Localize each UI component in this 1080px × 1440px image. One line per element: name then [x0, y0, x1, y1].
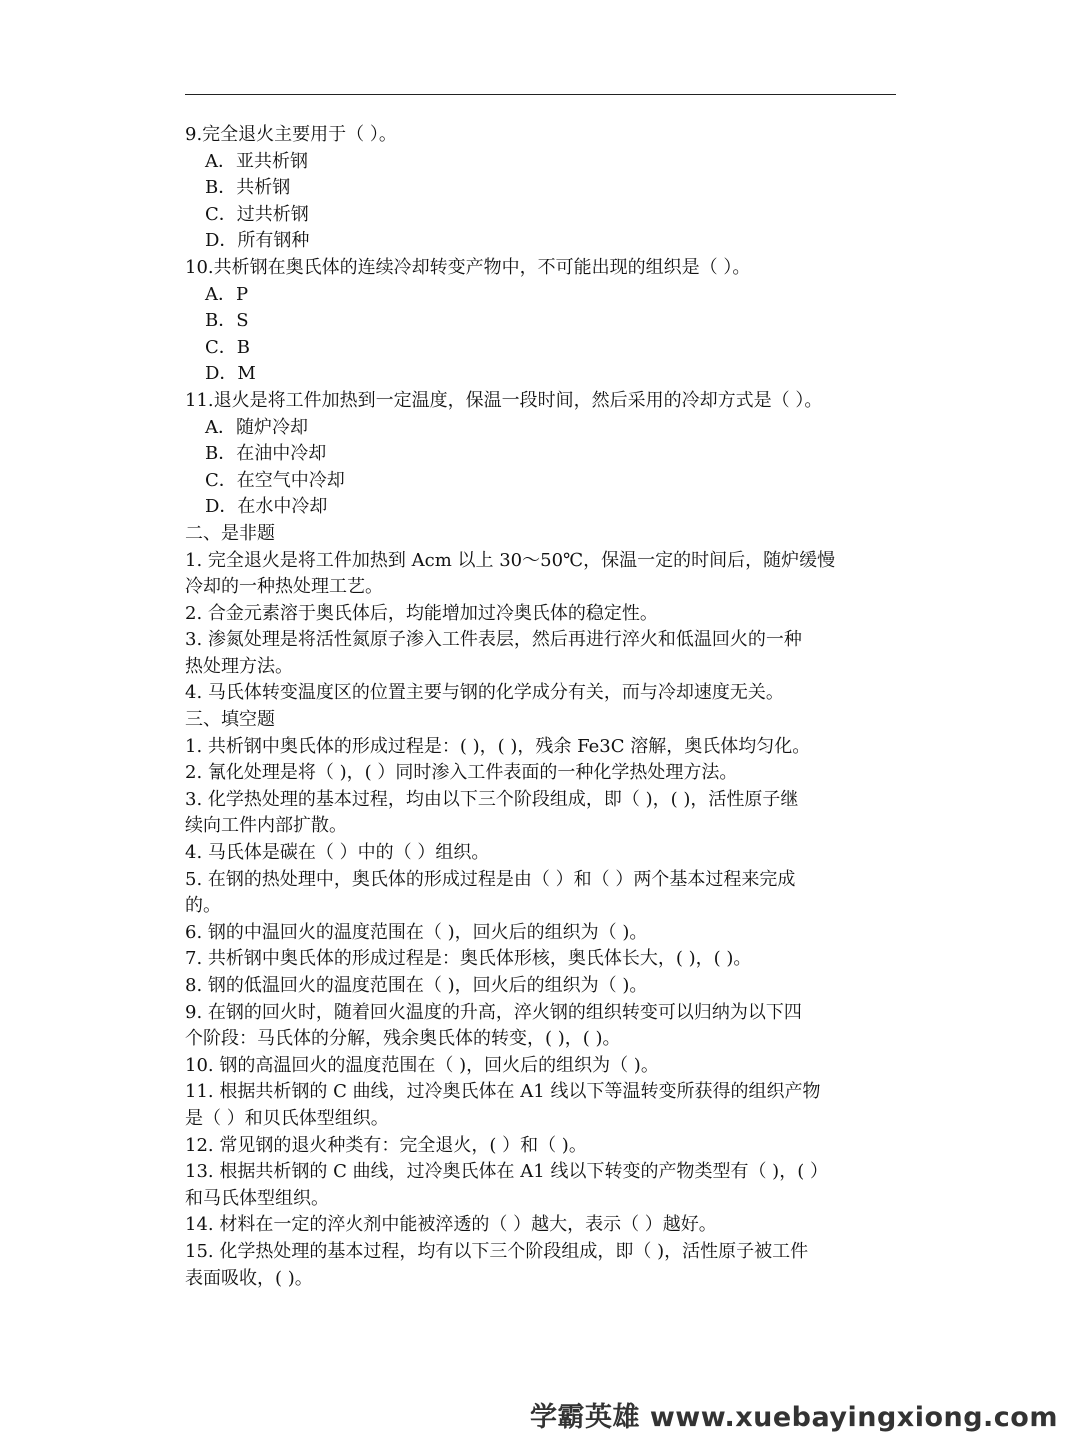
- fill-item: [185, 840, 896, 867]
- section-heading: 二、是非题: [185, 522, 275, 544]
- fill-item: [185, 1239, 896, 1292]
- item-line: 个阶段：马氏体的分解，残余奥氏体的转变，( )，( )。: [185, 1028, 621, 1050]
- fill-item: [185, 973, 896, 1000]
- fill-item: [185, 920, 896, 947]
- item-line: 4. 马氏体转变温度区的位置主要与钢的化学成分有关，而与冷却速度无关。: [185, 682, 784, 704]
- item-line: 是（ ）和贝氏体型组织。: [185, 1107, 389, 1129]
- item-line: 12. 常见钢的退火种类有：完全退火，( ）和（ )。: [185, 1134, 587, 1156]
- item-line: 9. 在钢的回火时，随着回火温度的升高，淬火钢的组织转变可以归纳为以下四: [185, 1001, 802, 1023]
- fill-item: [185, 1212, 896, 1239]
- item-line: 热处理方法。: [185, 655, 293, 677]
- fill-item: [185, 1133, 896, 1160]
- item-line: 表面吸收，( )。: [185, 1267, 313, 1289]
- fill-item: [185, 1053, 896, 1080]
- item-line: 2. 合金元素溶于奥氏体后，均能增加过冷奥氏体的稳定性。: [185, 602, 658, 624]
- tf-item: [185, 680, 896, 707]
- tf-section: [185, 521, 896, 707]
- fill-item: [185, 946, 896, 973]
- item-line: 14. 材料在一定的淬火剂中能被淬透的（ ）越大，表示（ ）越好。: [185, 1214, 717, 1236]
- fill-item: [185, 867, 896, 920]
- item-line: 6. 钢的中温回火的温度范围在（ )，回火后的组织为（ )。: [185, 921, 648, 943]
- site-watermark: 学霸英雄 www.xuebayingxiong.com: [529, 1402, 1058, 1433]
- question-text: 9.完全退火主要用于（ ）。: [185, 124, 397, 145]
- item-line: 11. 根据共析钢的 C 曲线，过冷奥氏体在 A1 线以下等温转变所获得的组织产物: [185, 1081, 821, 1103]
- tf-item: [185, 548, 896, 601]
- item-line: 的。: [185, 895, 221, 917]
- item-line: 3. 渗氮处理是将活性氮原子渗入工件表层，然后再进行淬火和低温回火的一种: [185, 629, 802, 651]
- question-text: 10.共析钢在奥氏体的连续冷却转变产物中，不可能出现的组织是（ ）。: [185, 256, 751, 278]
- option-a: A．随炉冷却: [205, 416, 308, 438]
- option-a: A．P: [205, 283, 249, 305]
- mc-question-9: [185, 122, 896, 255]
- tf-item: [185, 601, 896, 628]
- option-c: C．在空气中冷却: [205, 469, 345, 491]
- item-line: 和马氏体型组织。: [185, 1187, 329, 1209]
- item-line: 2. 氰化处理是将（ )，( ）同时渗入工件表面的一种化学热处理方法。: [185, 762, 738, 784]
- option-d: D．所有钢种: [205, 230, 310, 252]
- fill-item: [185, 760, 896, 787]
- item-line: 续向工件内部扩散。: [185, 815, 347, 837]
- option-d: D．在水中冷却: [205, 496, 328, 518]
- option-c: C．过共析钢: [205, 203, 309, 225]
- fill-section: [185, 707, 896, 1292]
- mc-question-10: [185, 255, 896, 388]
- fill-item: [185, 1000, 896, 1053]
- option-c: C．B: [205, 336, 250, 358]
- mc-question-11: [185, 388, 896, 521]
- section-heading: 三、填空题: [185, 709, 275, 731]
- option-b: B．在油中冷却: [205, 443, 327, 465]
- item-line: 10. 钢的高温回火的温度范围在（ )，回火后的组织为（ )。: [185, 1054, 659, 1076]
- item-line: 冷却的一种热处理工艺。: [185, 576, 383, 598]
- option-b: B．S: [205, 310, 249, 332]
- tf-item: [185, 627, 896, 680]
- item-line: 1. 共析钢中奥氏体的形成过程是：( )，( )，残余 Fe3C 溶解，奥氏体均匀化。: [185, 735, 811, 757]
- item-line: 1. 完全退火是将工件加热到 Acm 以上 30～50℃，保温一定的时间后，随炉缓慢: [185, 549, 836, 571]
- item-line: 5. 在钢的热处理中，奥氏体的形成过程是由（ ）和（ ）两个基本过程来完成: [185, 868, 796, 890]
- fill-item: [185, 734, 896, 761]
- fill-item: [185, 1159, 896, 1212]
- item-line: 8. 钢的低温回火的温度范围在（ )，回火后的组织为（ )。: [185, 975, 648, 996]
- option-b: B．共析钢: [205, 177, 291, 199]
- option-d: D．M: [205, 363, 256, 385]
- item-line: 15. 化学热处理的基本过程，均有以下三个阶段组成，即（ )，活性原子被工件: [185, 1240, 809, 1262]
- option-a: A．亚共析钢: [205, 150, 308, 172]
- document-body: [185, 122, 896, 1292]
- item-line: 4. 马氏体是碳在（ ）中的（ ）组织。: [185, 842, 490, 864]
- item-line: 3. 化学热处理的基本过程，均由以下三个阶段组成，即（ )，( )，活性原子继: [185, 788, 799, 810]
- question-text: 11.退火是将工件加热到一定温度，保温一段时间，然后采用的冷却方式是（ ）。: [185, 389, 823, 411]
- header-rule: [185, 94, 896, 95]
- item-line: 13. 根据共析钢的 C 曲线，过冷奥氏体在 A1 线以下转变的产物类型有（ )，( ）: [185, 1161, 828, 1183]
- item-line: 7. 共析钢中奥氏体的形成过程是：奥氏体形核，奥氏体长大，( )，( )。: [185, 948, 752, 970]
- fill-item: [185, 1079, 896, 1132]
- fill-item: [185, 787, 896, 840]
